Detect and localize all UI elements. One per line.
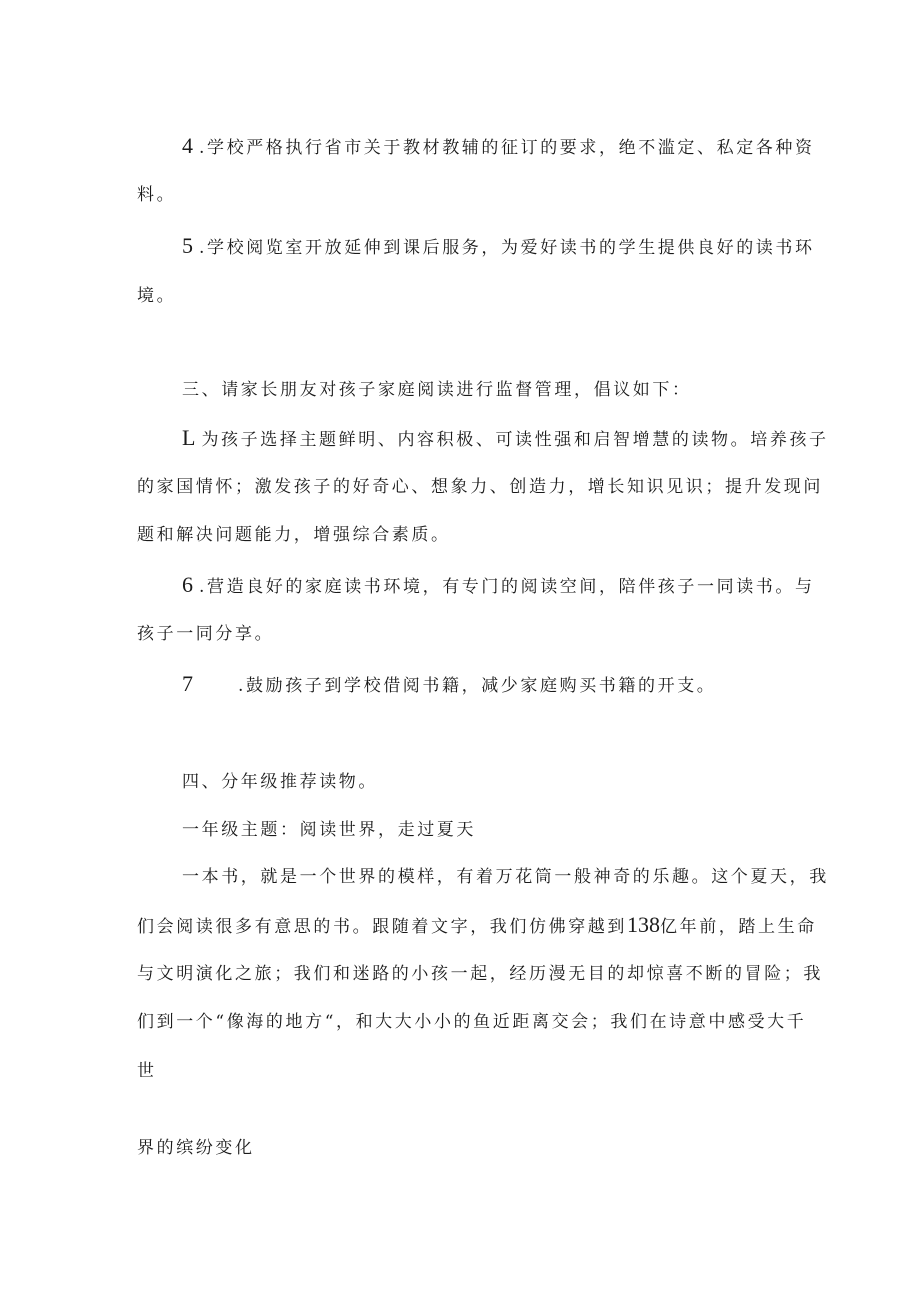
section-3-heading: 三、请家长朋友对孩子家庭阅读进行监督管理，倡议如下： (182, 380, 692, 400)
para-line-5: 世 (137, 1061, 157, 1081)
item-7-number: 7 (182, 671, 196, 696)
para-line-2-number: 138 (627, 912, 660, 937)
para-line-2-text-a: 们会阅读很多有意思的书。跟随着文字，我们仿佛穿越到 (137, 917, 627, 937)
para-line-4: 们到一个“像海的地方“，和大大小小的鱼近距离交会；我们在诗意中感受大千 (137, 1012, 807, 1032)
para-line-2 (137, 913, 817, 939)
item-6-line-1 (182, 573, 815, 599)
para-line-2-text-b: 亿年前，踏上生命 (660, 917, 817, 937)
item-l-line-2: 的家国情怀；激发孩子的好奇心、想象力、创造力，增长知识见识；提升发现问 (137, 477, 823, 497)
item-6-line-2: 孩子一同分享。 (137, 624, 275, 644)
item-4-number: 4 (182, 133, 193, 158)
grade-1-theme: 一年级主题：阅读世界，走过夏天 (182, 820, 476, 840)
item-l-line-1 (182, 426, 829, 452)
para-line-3: 与文明演化之旅；我们和迷路的小孩一起，经历漫无目的却惊喜不断的冒险；我 (137, 964, 823, 984)
item-5-text: .学校阅览室开放延伸到课后服务，为爱好读书的学生提供良好的读书环 (199, 238, 815, 258)
para-line-6: 界的缤纷变化 (137, 1138, 255, 1158)
item-7-text: .鼓励孩子到学校借阅书籍，减少家庭购买书籍的开支。 (238, 676, 717, 696)
item-4-line-1 (182, 134, 815, 160)
item-7-line-1 (182, 672, 716, 698)
item-4-text: .学校严格执行省市关于教材教辅的征订的要求，绝不滥定、私定各种资 (199, 138, 815, 158)
item-5-number: 5 (182, 233, 193, 258)
item-5-line-2: 境。 (137, 286, 177, 306)
item-l-text: 为孩子选择主题鲜明、内容积极、可读性强和启智增慧的读物。培养孩子 (201, 430, 829, 450)
item-6-text: .营造良好的家庭读书环境，有专门的阅读空间，陪伴孩子一同读书。与 (199, 577, 815, 597)
item-5-line-1 (182, 234, 815, 260)
item-l-number: L (182, 425, 196, 450)
item-6-number: 6 (182, 572, 193, 597)
item-4-line-2: 料。 (137, 185, 177, 205)
para-line-1: 一本书，就是一个世界的模样，有着万花筒一般神奇的乐趣。这个夏天，我 (182, 867, 829, 887)
item-l-line-3: 题和解决问题能力，增强综合素质。 (137, 525, 451, 545)
section-4-heading: 四、分年级推荐读物。 (182, 772, 378, 792)
